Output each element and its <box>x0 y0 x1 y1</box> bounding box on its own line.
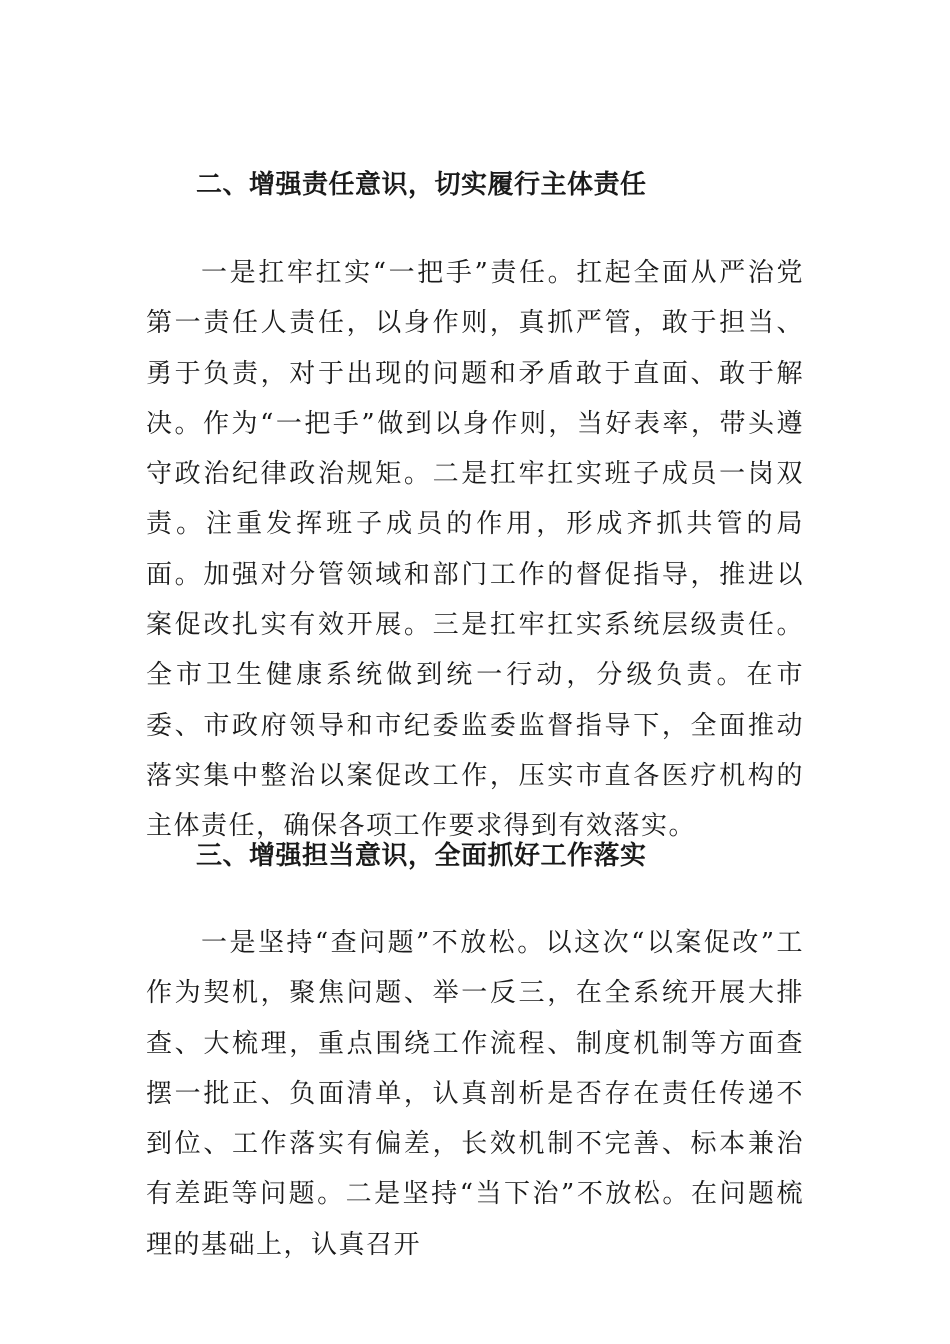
section-heading-3: 三、增强担当意识，全面抓好工作落实 <box>196 841 647 871</box>
section-paragraph-3: 一是坚持“查问题”不放松。以这次“以案促改”工作为契机，聚焦问题、举一反三，在全系统开展大排查、大梳理，重点围绕工作流程、制度机制等方面查摆一批正、负面清单，认真剖析是否存在责任传递不到位、工作落实有偏差，长效机制不完善、标本兼治有差距等问题。二是坚持“当下治”不放松。在问题梳理的基础上，认真召开 <box>146 928 804 1260</box>
section-heading-2: 二、增强责任意识，切实履行主体责任 <box>196 170 647 200</box>
section-paragraph-2: 一是扛牢扛实“一把手”责任。扛起全面从严治党第一责任人责任，以身作则，真抓严管，敢于担当、勇于负责，对于出现的问题和矛盾敢于直面、敢于解决。作为“一把手”做到以身作则，当好表率，带头遵守政治纪律政治规矩。二是扛牢扛实班子成员一岗双责。注重发挥班子成员的作用，形成齐抓共管的局面。加强对分管领域和部门工作的督促指导，推进以案促改扎实有效开展。三是扛牢扛实系统层级责任。全市卫生健康系统做到统一行动，分级负责。在市委、市政府领导和市纪委监委监督指导下，全面推动落实集中整治以案促改工作，压实市直各医疗机构的主体责任，确保各项工作要求得到有效落实。 <box>146 258 804 842</box>
